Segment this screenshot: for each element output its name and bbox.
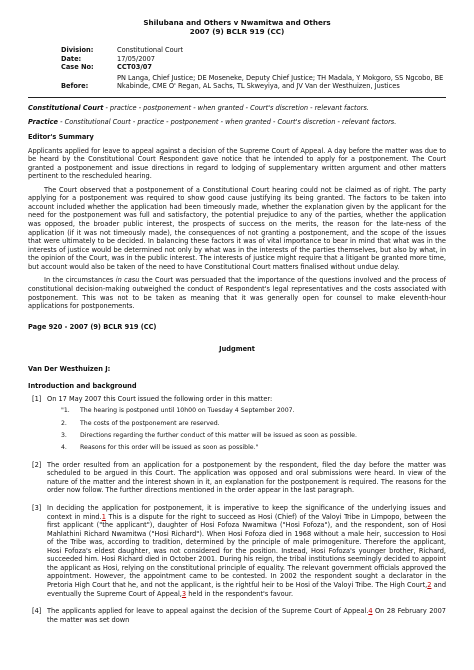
footnote-link[interactable]: 1	[101, 512, 106, 521]
text-span: held in the respondent's favour.	[186, 589, 294, 598]
meta-row-division	[61, 46, 446, 55]
text-span: The applicants applied for leave to appeal against the decision of the Supreme Court of Appeal.	[47, 607, 369, 616]
order-number: "1.	[61, 407, 70, 415]
paragraph-number: [2]	[32, 460, 42, 469]
catchword-text: - practice - postponement - when granted - Court's discretion - relevant factors.	[103, 103, 369, 112]
meta-row-date	[61, 55, 446, 64]
page-reference: Page 920 - 2007 (9) BCLR 919 (CC)	[28, 322, 157, 331]
summary-paragraph: Applicants applied for leave to appeal against a decision of the Supreme Court of Appeal. A day before the matter was due to be heard by the Constitutional Court Respondent gave notice that he intended to apply for a postponement. The Court granted a postponement and issue directions in regard to lodging of supplementary written argument and other matters pertinent to the rescheduled hearing.	[28, 146, 446, 181]
text-span: the Court was persuaded that the importance of the questions involved and the process of constitutional decision-making outweighed the conduct of Respondent's legal representatives and the costs associated with postponement. This was not to be taken as meaning that it was generally open for counsel to make eleventh-hour applications for postponements.	[28, 276, 446, 311]
paragraph-number: [4]	[32, 607, 42, 616]
meta-label: Date:	[61, 54, 82, 63]
text-span: and eventually the Supreme Court of Appeal,	[47, 581, 446, 598]
numbered-paragraph	[28, 461, 446, 495]
paragraph-body	[47, 395, 446, 404]
order-text: The costs of the postponement are reserved.	[80, 419, 220, 427]
paragraph-number: [1]	[32, 394, 42, 403]
judgment-heading: Judgment	[219, 345, 255, 354]
summary-paragraph: The Court observed that a postponement of a Constitutional Court hearing could not be claimed as of right. The party applying for a postponement was required to show good cause justifying its being granted. The factors to be taken into account included whether the application had been timeously made, whether the explanation given by the applicant for the need for the postponement was full and satisfactory, the potential prejudice to any of the parties, whether the application was opposed, the broader public interest, the prospects of success on the merits, the reason for the late-ness of the application (if it was not timeously made), the consequences of not granting a postponement, and the scope of the issues that were ultimately to be decided. In balancing these factors it was of vital importance to bear in mind that what was in the interests of justice would be determined not only by what was in the interests of the parties themselves, but also by what, in the opinion of the Court, was in the public interest. The interests of justice might require that a litigant be granted more time, but account would also be taken of the need to have Constitutional Court matters finalised without undue delay.	[28, 185, 446, 271]
catchword-bold: Constitutional Court	[28, 103, 104, 112]
meta-row-case-no	[61, 63, 446, 72]
document-title	[28, 18, 446, 36]
order-item	[28, 407, 446, 415]
text-span: This is a dispute for the right to succeed as Hosi (Chief) of the Valoyi Tribe in Limpopo, between the first applicant ("the applicant"), daughter of Hosi Fofoza Nwamitwa ("Hosi Fofoza"), and the respondent, son of Hosi Mahlathini Richard Nwamitwa ("Hosi Richard"). When Hosi Fofoza died in 1968 without a male heir, succession to Hosi of the Tribe was, according to tradition, determined by the principle of male primogeniture. Therefore the applicant, Hosi Fofoza's eldest daughter, was not considered for the position. Instead, Hosi Fofoza's younger brother, Richard, succeeded him. Hosi Richard died in October 2001. During his reign, the tribal institutions seemingly decided to appoint the applicant as Hosi, relying on the constitutional principle of equality. The relevant government officials approved the appointment. However, the appointment came to be contested. In 2002 the respondent sought a declarator in the Pretoria High Court that he, and not the applicant, is the rightful heir to be Hosi of the Valoyi Tribe. The High Court,	[47, 512, 446, 589]
text-span: In the circumstances	[44, 276, 116, 285]
summary-paragraph	[28, 276, 446, 310]
footnote-link[interactable]: 4	[368, 607, 373, 616]
divider	[28, 97, 446, 98]
text-span: On 28 February 2007 the matter was set down	[47, 607, 446, 624]
numbered-paragraph	[28, 607, 446, 624]
meta-label: Case No:	[61, 63, 94, 72]
order-number: 3.	[61, 431, 67, 439]
case-metadata	[61, 46, 446, 91]
order-number: 2.	[61, 419, 67, 427]
editors-summary-heading: Editor's Summary	[28, 132, 94, 141]
order-item	[28, 444, 446, 452]
meta-value: 17/05/2007	[117, 54, 156, 63]
citation: 2007 (9) BCLR 919 (CC)	[189, 27, 285, 36]
order-number: 4.	[61, 443, 67, 451]
paragraph-body: The order resulted from an application for a postponement by the respondent, filed the day before the matter was scheduled to be argued in this Court. The application was opposed and oral submissions were heard. In view of the nature of the matter and the interest shown in it, an explanation for the postponement is required. The reasons for the order now follow. The further directions mentioned in the order appear in the last paragraph.	[47, 460, 446, 495]
paragraph-number: [3]	[32, 503, 42, 512]
order-text: The hearing is postponed until 10h00 on Tuesday 4 September 2007.	[80, 407, 295, 415]
catchword	[28, 118, 446, 127]
section-heading: Introduction and background	[28, 382, 137, 391]
case-name: Shilubana and Others v Nwamitwa and Others	[143, 18, 331, 27]
paragraph-body	[47, 504, 446, 598]
catchword	[28, 104, 446, 113]
order-item	[28, 420, 446, 428]
meta-value: Constitutional Court	[117, 46, 184, 54]
order-list	[28, 407, 446, 451]
meta-label: Before:	[61, 81, 89, 90]
order-text: Reasons for this order will be issued as soon as possible."	[80, 443, 259, 451]
footnote-link[interactable]: 3	[181, 589, 187, 598]
footnote-link[interactable]: 2	[427, 581, 432, 589]
judge-name: Van Der Westhuizen J:	[28, 364, 111, 373]
paragraph-text: On 17 May 2007 this Court issued the following order in this matter:	[47, 394, 273, 403]
meta-label: Division:	[61, 46, 94, 54]
numbered-paragraph	[28, 395, 446, 404]
italic-span: in casu	[115, 276, 140, 285]
meta-value: PN Langa, Chief Justice; DE Moseneke, Deputy Chief Justice; TH Madala, Y Mokgoro, SS Ngcobo, BE Nkabinde, CME O' Regan, AL Sachs, TL Skweyiya, and JV Van der Westhuizen, Justices	[117, 73, 444, 91]
text-span: In deciding the application for postponement, it is imperative to keep the significance of the underlying issues and context in mind.	[47, 503, 446, 521]
order-text: Directions regarding the further conduct of this matter will be issued as soon as possible.	[80, 431, 357, 439]
meta-row-before	[61, 74, 446, 91]
order-item	[28, 432, 446, 440]
catchword-text: - Constitutional Court - practice - postponement - when granted - Court's discretion - relevant factors.	[58, 118, 397, 127]
meta-value: CCT03/07	[117, 63, 152, 72]
catchword-bold: Practice	[28, 118, 59, 127]
numbered-paragraph	[28, 504, 446, 598]
paragraph-body	[47, 607, 446, 624]
